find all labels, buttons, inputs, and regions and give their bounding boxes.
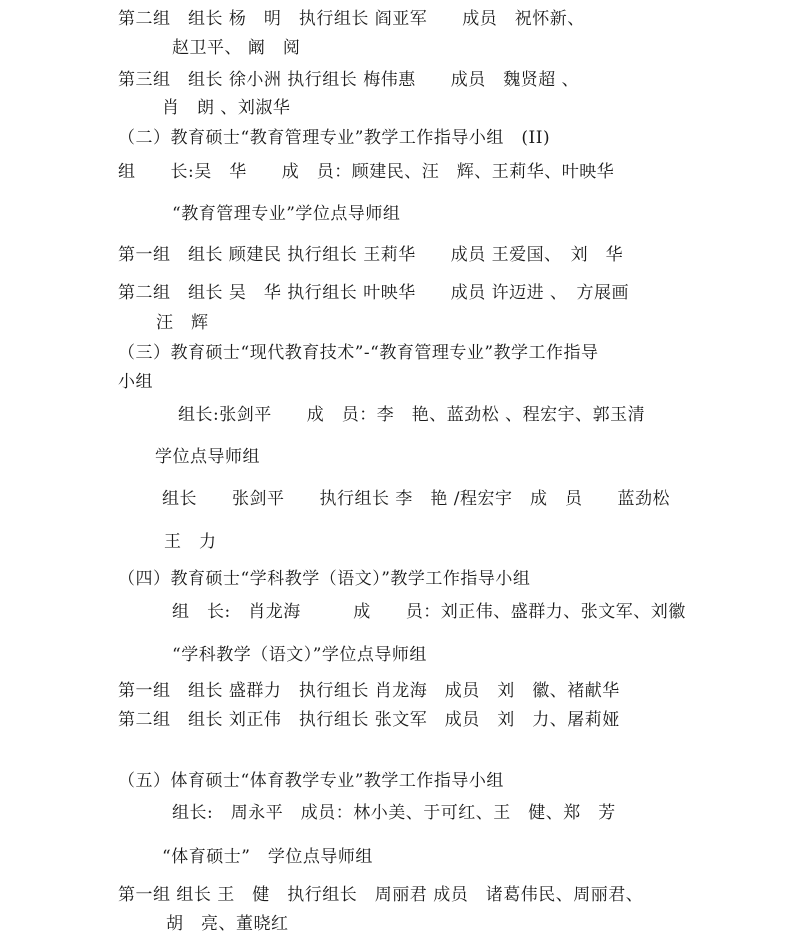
subheading-section4-advisors: “学科教学（语文）”学位点导师组 [172, 645, 427, 665]
text-line-group2-leader: 第二组 组长 杨 明 执行组长 阎亚军 成员 祝怀新、 [118, 9, 585, 29]
section-heading-2: （二）教育硕士“教育管理专业”教学工作指导小组 (II) [118, 128, 551, 148]
text-line-section2-leader: 组 长:吴 华 成 员：顾建民、汪 辉、王莉华、叶映华 [118, 162, 615, 182]
text-line-s3-group: 组长 张剑平 执行组长 李 艳 /程宏宇 成 员 蓝劲松 [162, 489, 671, 509]
text-line-section3-leader: 组长:张剑平 成 员：李 艳、蓝劲松 、程宏宇、郭玉清 [178, 405, 646, 425]
text-line-s2-group2-extra: 汪 辉 [156, 313, 209, 333]
text-line-s2-group1: 第一组 组长 顾建民 执行组长 王莉华 成员 王爱国、 刘 华 [118, 245, 624, 265]
subheading-section2-advisors: “教育管理专业”学位点导师组 [172, 204, 401, 224]
text-line-section5-leader: 组长: 周永平 成员：林小美、于可红、王 健、郑 芳 [172, 803, 616, 823]
text-line-group3-members: 肖 朗 、刘淑华 [162, 98, 291, 118]
section-heading-3-cont: 小组 [118, 372, 153, 392]
text-line-s5-group1-extra: 胡 亮、董晓红 [166, 914, 289, 934]
text-line-group2-members: 赵卫平、 阚 阅 [172, 38, 301, 58]
section-heading-5: （五）体育硕士“体育教学专业”教学工作指导小组 [118, 771, 504, 791]
subheading-section3-advisors: 学位点导师组 [155, 447, 260, 467]
section-heading-4: （四）教育硕士“学科教学（语文）”教学工作指导小组 [118, 569, 531, 589]
text-line-group3-leader: 第三组 组长 徐小洲 执行组长 梅伟惠 成员 魏贤超 、 [118, 70, 580, 90]
section-heading-3: （三）教育硕士“现代教育技术”-“教育管理专业”教学工作指导 [118, 343, 599, 363]
subheading-section5-advisors: “体育硕士” 学位点导师组 [162, 847, 373, 867]
text-line-s5-group1: 第一组 组长 王 健 执行组长 周丽君 成员 诸葛伟民、周丽君、 [118, 885, 644, 905]
text-line-s3-group-extra: 王 力 [164, 532, 217, 552]
text-line-section4-leader: 组 长: 肖龙海 成 员：刘正伟、盛群力、张文军、刘徽 [172, 602, 686, 622]
text-line-s4-group1: 第一组 组长 盛群力 执行组长 肖龙海 成员 刘 徽、褚献华 [118, 681, 620, 701]
text-line-s2-group2: 第二组 组长 吴 华 执行组长 叶映华 成员 许迈进 、 方展画 [118, 283, 630, 303]
text-line-s4-group2: 第二组 组长 刘正伟 执行组长 张文军 成员 刘 力、屠莉娅 [118, 710, 620, 730]
